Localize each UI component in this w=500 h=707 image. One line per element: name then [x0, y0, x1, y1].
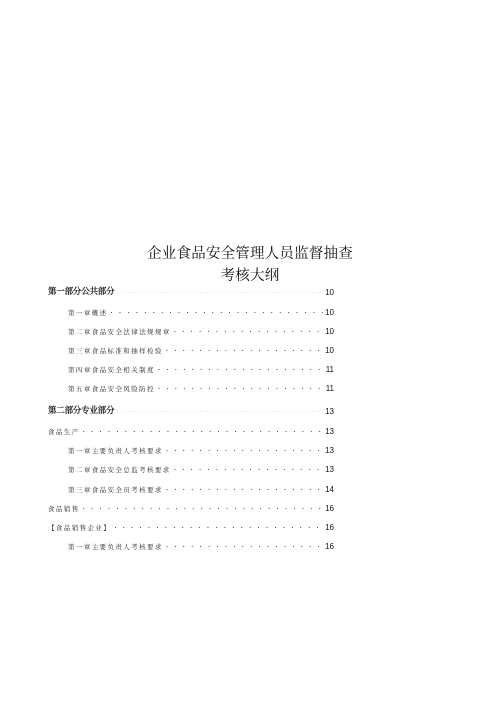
toc-page-number: 13: [325, 465, 334, 474]
toc-entry-title: 第四章食品安全相关制度: [68, 366, 155, 374]
document-subtitle: 考核大纲: [220, 268, 280, 284]
toc-entry-title: 食品生产: [48, 428, 80, 436]
toc-page-number: 16: [325, 523, 334, 532]
toc-entry-chapter[interactable]: [68, 381, 334, 393]
toc-page-number: 14: [325, 485, 334, 494]
toc-entry-chapter[interactable]: [68, 539, 334, 551]
toc-leader-dots: [157, 383, 324, 393]
toc-page-number: 16: [325, 542, 334, 551]
toc-entry-chapter[interactable]: [68, 305, 334, 317]
toc-page-number: 10: [325, 327, 334, 336]
toc-entry-title: 第一章概述: [68, 309, 108, 317]
document-title: 企业食品安全管理人员监督抽查: [147, 246, 353, 262]
toc-entry-title: 第二部分专业部分: [48, 406, 115, 416]
toc-leader-dots: [165, 445, 323, 455]
toc-page-number: 11: [325, 384, 334, 393]
toc-entry-title: 第五章食品安全风险防控: [68, 385, 155, 393]
toc-entry-section[interactable]: [48, 424, 334, 436]
toc-entry-part[interactable]: [48, 285, 334, 297]
toc-page-number: 13: [325, 446, 334, 455]
toc-entry-title: 第一章主要负责人考核要求: [68, 543, 163, 551]
toc-page-number: 13: [325, 407, 334, 416]
toc-leader-dots: [165, 484, 323, 494]
toc-leader-dots: [157, 364, 324, 374]
toc-page-number: 16: [325, 504, 334, 513]
toc-leader-dots: [110, 307, 324, 317]
toc-leader-dots: [173, 326, 323, 336]
toc-entry-title: 第三章食品标准和抽样检验: [68, 347, 163, 355]
toc-leader-dots: [113, 522, 323, 532]
toc-entry-chapter[interactable]: [68, 482, 334, 494]
toc-leader-dots: [165, 541, 323, 551]
toc-page-number: 10: [325, 346, 334, 355]
toc-entry-title: 第三章食品安全员考核要求: [68, 486, 163, 494]
toc-page-number: 10: [325, 308, 334, 317]
toc-page-number: 10: [325, 288, 334, 297]
toc-entry-title: 第二章食品安全法律法规规章: [68, 328, 171, 336]
toc-entry-chapter[interactable]: [68, 462, 334, 474]
toc-entry-title: 第二章食品安全总监考核要求: [68, 466, 171, 474]
toc-entry-chapter[interactable]: [68, 343, 334, 355]
toc-entry-chapter[interactable]: [68, 362, 334, 374]
toc-leader-dots: [116, 406, 323, 416]
toc-leader-dots: [82, 503, 323, 513]
toc-leader-dots: [116, 287, 323, 297]
toc-entry-title: 食品销售: [48, 505, 80, 513]
toc-leader-dots: [165, 345, 323, 355]
toc-entry-section[interactable]: [48, 501, 334, 513]
toc-leader-dots: [82, 426, 323, 436]
toc-entry-chapter[interactable]: [68, 324, 334, 336]
toc-leader-dots: [173, 464, 323, 474]
toc-entry-title: 第一部分公共部分: [48, 287, 115, 297]
toc-page-number: 11: [325, 365, 334, 374]
toc-entry-title: 第一章主要负责人考核要求: [68, 447, 163, 455]
toc-entry-title: 【食品销售企业】: [48, 524, 112, 532]
toc-entry-chapter[interactable]: [68, 443, 334, 455]
toc-entry-section[interactable]: [48, 520, 334, 532]
toc-page-number: 13: [325, 427, 334, 436]
toc-entry-part[interactable]: [48, 404, 334, 416]
